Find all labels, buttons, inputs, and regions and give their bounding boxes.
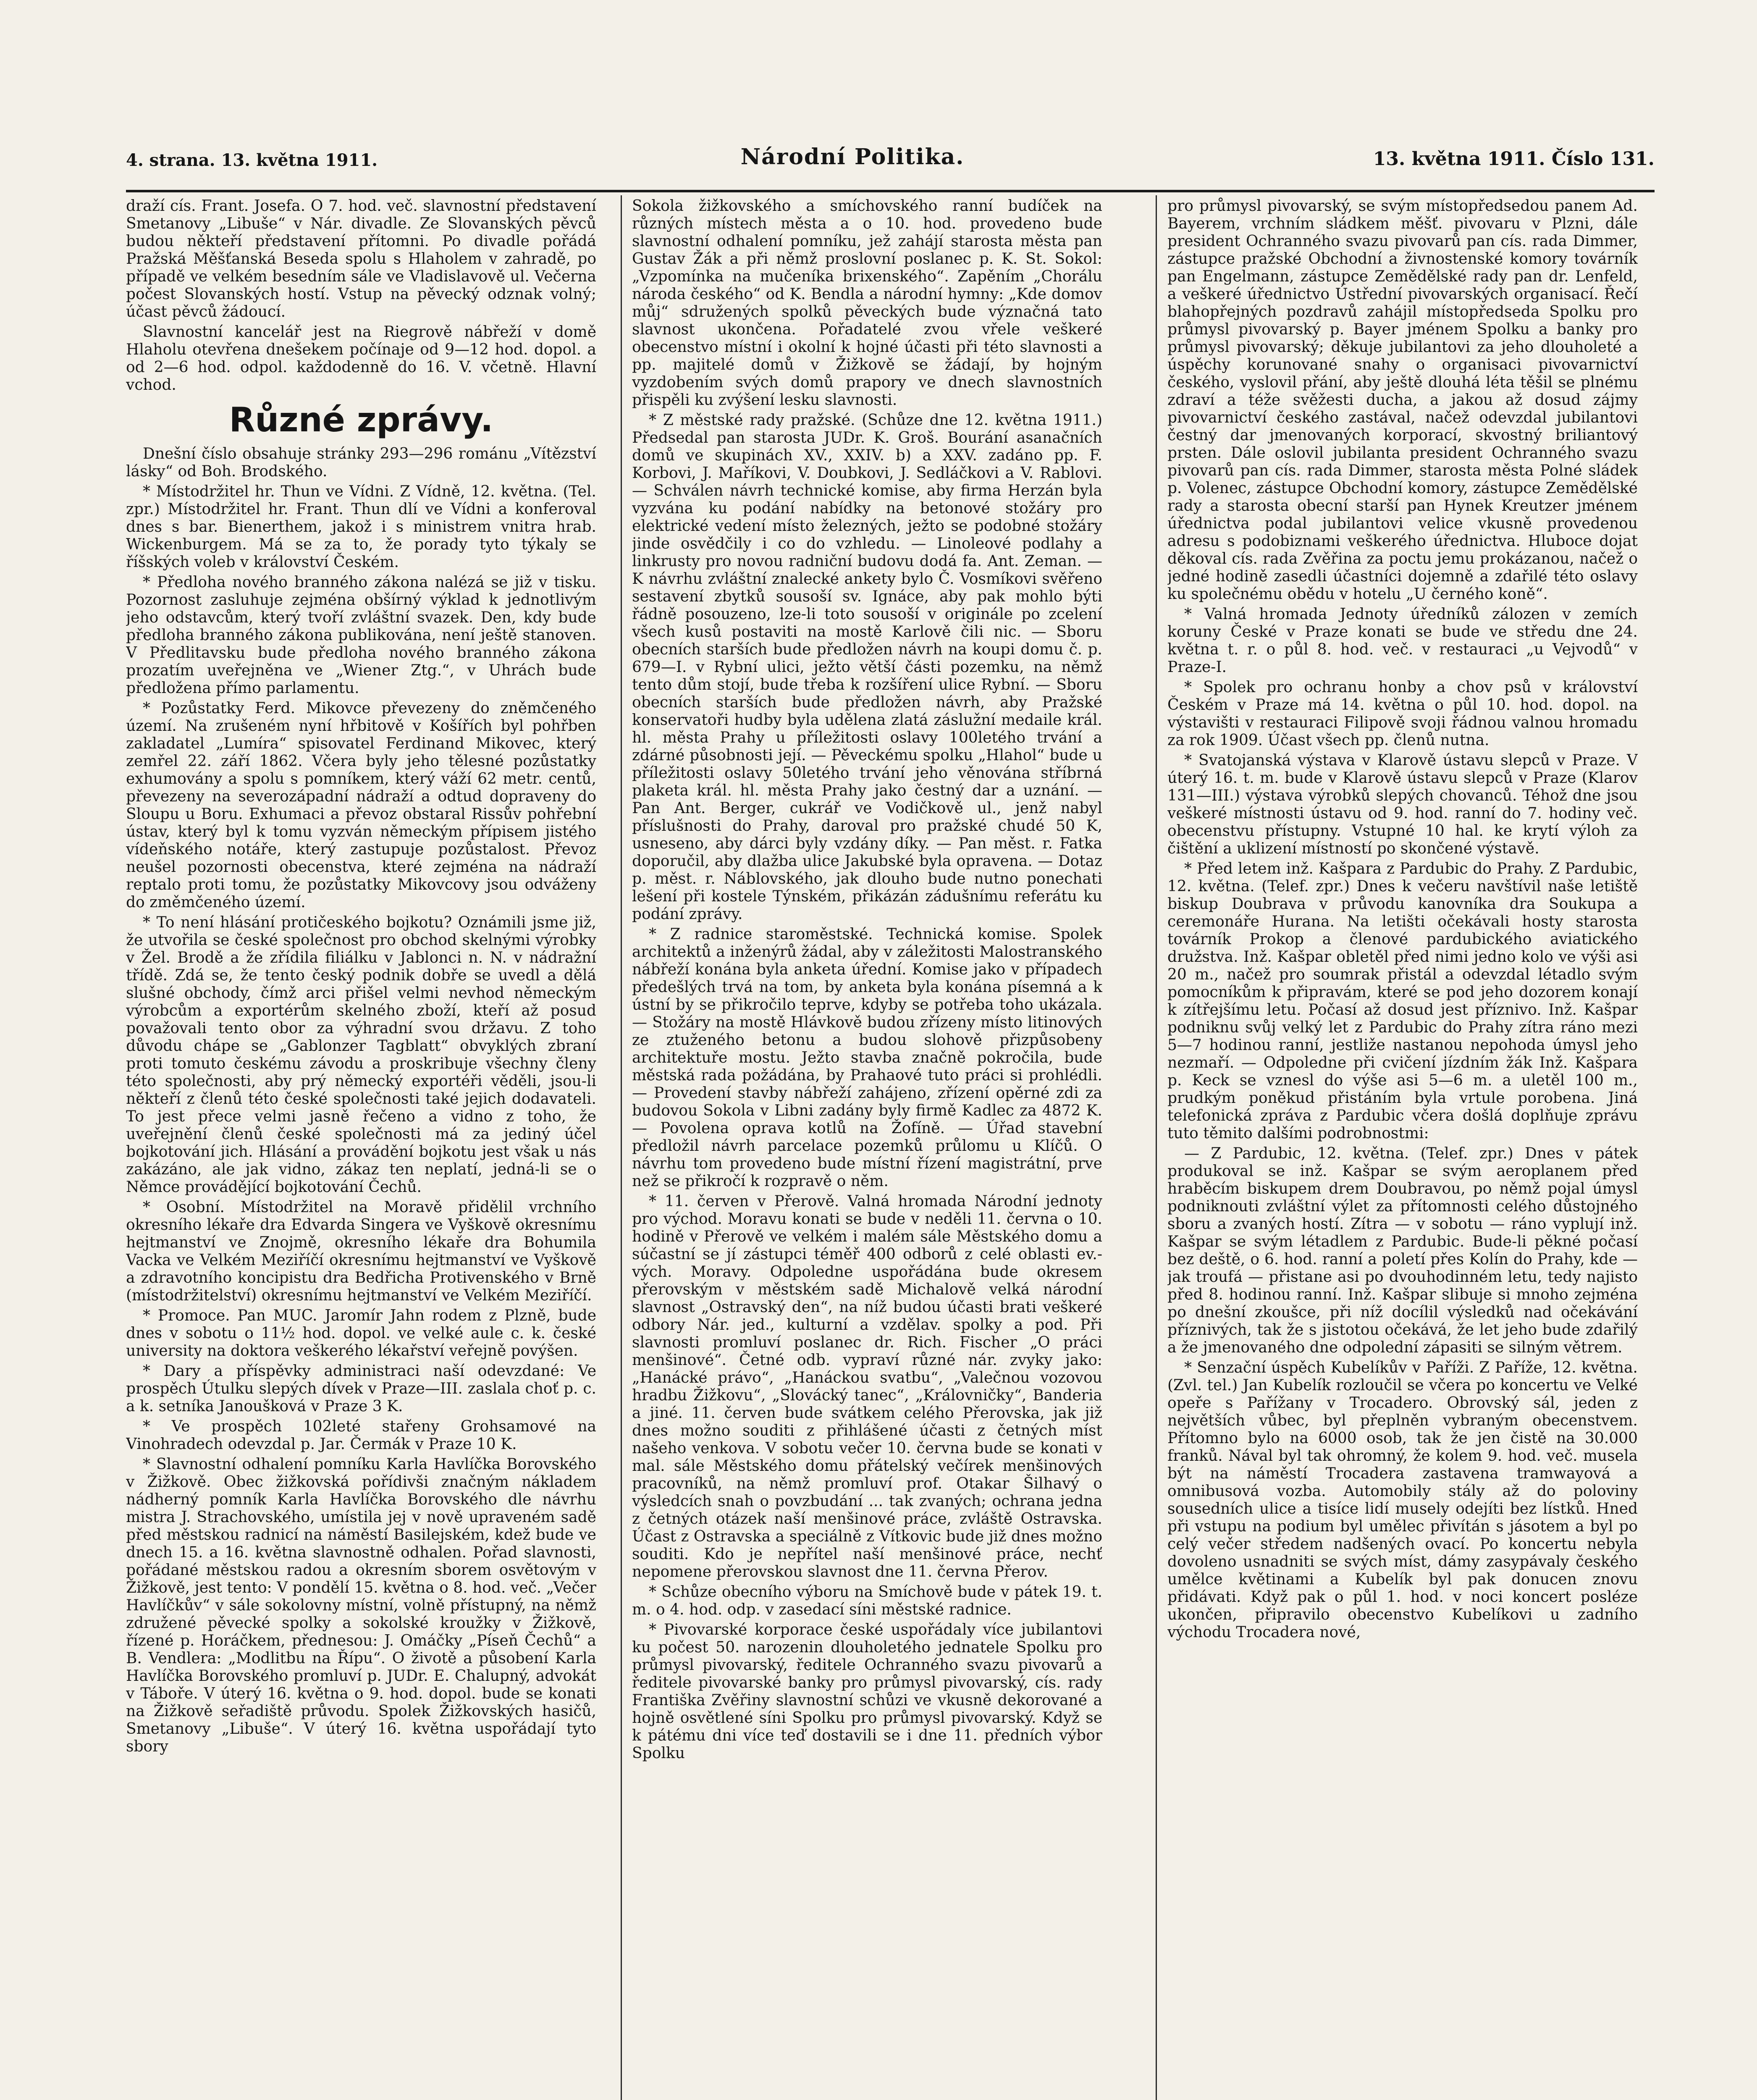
article-paragraph: * Schůze obecního výboru na Smíchově bude v pátek 19. t. m. o 4. hod. odp. v zasedací síni městské radnice.	[632, 1583, 1102, 1618]
article-paragraph: * Místodržitel hr. Thun ve Vídni. Z Vídně, 12. května. (Tel. zpr.) Místodržitel hr. Frant. Thun dlí ve Vídni a konferoval dnes s bar. Bienerthem, jakož i s ministrem vnitra hrab. Wickenburgem. Má se za to, že porady tyto týkaly se říšských voleb v království Českém.	[126, 483, 596, 571]
article-paragraph: draží cís. Frant. Josefa. O 7. hod. več. slavnostní představení Smetanovy „Libuše“ v Nár. divadle. Ze Slovanských pěvců budou někteří představení přítomni. Po divadle pořádá Pražská Měšťanská Beseda spolu s Hlaholem v zahradě, po případě ve velkém besedním sále ve Vladislavově ul. Večerna počest Slovanských hostí. Vstup na pěvecký odznak volný; účast pěvců žádoucí.	[126, 197, 596, 320]
article-paragraph: * Svatojanská výstava v Klarově ústavu slepců v Praze. V úterý 16. t. m. bude v Klarově ústavu slepců v Praze (Klarov 131—III.) výstava výrobků slepých chovanců. Téhož dne jsou veškeré místnosti ústavu od 9. hod. ranní do 7. hodiny več. obecenstvu přístupny. Vstupné 10 hal. ke krytí výloh za čištění a uklizení místností po skončené výstavě.	[1167, 752, 1638, 857]
article-paragraph: * Pivovarské korporace české uspořádaly více jubilantovi ku počest 50. narozenin dlouholetého jednatele Spolku pro průmysl pivovarský, ředitele Ochranného svazu pivovarů a ředitele pivovarské banky pro průmysl pivovarský, cís. rady Františka Zvěřiny slavnostní schůzi ve vkusně dekorované a hojně osvětlené síni Spolku pro průmysl pivovarský. Když se k pátému dni více teď dostavili se i dne 11. předních výbor Spolku	[632, 1621, 1102, 1762]
article-paragraph: Sokola žižkovského a smíchovského ranní budíček na různých místech města a o 10. hod. provedeno bude slavnostní odhalení pomníku, jež zahájí starosta města pan Gustav Žák a při němž proslovní poslanec p. K. St. Sokol: „Vzpomínka na mučeníka brixenského“. Zapěním „Chorálu národa českého“ od K. Bendla a národní hymny: „Kde domov můj“ sdružených spolků pěveckých bude význačná tato slavnost ukončena. Pořadatelé zvou vřele veškeré obecenstvo místní i okolní k hojné účasti při této slavnosti a pp. majitelé domů v Žižkově se žádají, by hojným vyzdobením svých domů prapory ve dnech slavnostních přispěli ku zvýšení lesku slavnosti.	[632, 197, 1102, 409]
article-paragraph: * Spolek pro ochranu honby a chov psů v království Českém v Praze má 14. května o půl 10. hod. dopol. na výstavišti v restauraci Filipově svoji řádnou valnou hromadu za rok 1909. Účast všech pp. členů nutna.	[1167, 679, 1638, 749]
article-paragraph: * Senzační úspěch Kubelíkův v Paříži. Z Paříže, 12. května. (Zvl. tel.) Jan Kubelík rozloučil se včera po koncertu ve Velké opeře s Pařížany v Trocadero. Obrovský sál, jeden z největších vůbec, byl přeplněn vybraným obecenstvem. Přítomno bylo na 6000 osob, tak že jen čistě na 30.000 franků. Nával byl tak ohromný, že kolem 9. hod. več. musela být na náměstí Trocadera zastavena tramwayová a omnibusová vozba. Automobily stály až do poloviny sousedních ulice a tisíce lidí musely odejíti bez lístků. Hned při vstupu na podium byl umělec přivítán s jásotem a byl po celý večer středem nadšených ovací. Po koncertu nebyla dovoleno usnadniti se svých míst, dámy zasypávaly českého umělce květinami a Kubelík byl pak donucen znovu přidávati. Když pak o půl 1. hod. v noci koncert posléze ukončen, připravilo obecenstvo Kubelíkovi u zadního východu Trocadera nové,	[1167, 1359, 1638, 1641]
masthead-title: Národní Politika.	[740, 144, 965, 170]
article-paragraph: * To není hlásání protičeského bojkotu? Oznámili jsme již, že utvořila se české společnost pro obchod skelnými výrobky v Žel. Brodě a že zřídila filiálku v Jablonci n. N. v nádražní třídě. Zdá se, že tento český podnik dobře se uvedl a dělá slušné obchody, čímž arci přišel velmi nevhod německým výrobcům a exportérům skelného zboží, kteří až posud považovali tento obor za výhradní svou državu. Z toho důvodu chápe se „Gablonzer Tagblatt“ obvyklých zbraní proti tomuto českému závodu a proskribuje všechny členy této společnosti, aby prý německý exportéři věděli, jsou-li někteří z členů této české společnosti také jejich dodavateli. To jest přece velmi jasně řečeno a vidno z toho, že uveřejnění členů české společnosti má za jediný účel bojkotování jich. Hlásání a provádění bojkotu jest však u nás zakázáno, ale jak vidno, zákaz ten neplatí, jedná-li se o Němce provádějící bojkotování Čechů.	[126, 914, 596, 1196]
article-paragraph: * Promoce. Pan MUC. Jaromír Jahn rodem z Plzně, bude dnes v sobotu o 11½ hod. dopol. ve velké aule c. k. české university na doktora veškerého lékařství veřejně povýšen.	[126, 1307, 596, 1360]
column-3	[1167, 197, 1638, 2100]
article-paragraph: Slavnostní kancelář jest na Riegrově nábřeží v domě Hlaholu otevřena dnešekem počínaje od 9—12 hod. dopol. a od 2—6 hod. odpol. každodenně do 16. V. včetně. Hlavní vchod.	[126, 323, 596, 394]
column-2	[632, 197, 1102, 2100]
article-paragraph: * Z radnice staroměstské. Technická komise. Spolek architektů a inženýrů žádal, aby v záležitosti Malostranského nábřeží konána byla anketa úřední. Komise jako v případech předešlých trvá na tom, by anketa byla konána písemná a k ústní by se přikročilo teprve, kdyby se potřeba toho ukázala. — Stožáry na mostě Hlávkově budou zřízeny místo litinových ze ztuženého betonu a budou slohově přizpůsobeny architektuře mostu. Ježto stavba značně pokročila, bude městská rada požádána, by Prahaové tuto práci si prohlédli. — Provedení stavby nábřeží zahájeno, zřízení opěrné zdi za budovou Sokola v Libni zadány byly firmě Kadlec za 4872 K. — Povolena oprava kotlů na Žofíně. — Úřad stavební předložil návrh parcelace pozemků průlomu u Klíčů. O návrhu tom provedeno bude místní řízení magistrátní, prve než se přikročí k rozpravě o něm.	[632, 926, 1102, 1190]
article-paragraph: * Před letem inž. Kašpara z Pardubic do Prahy. Z Pardubic, 12. května. (Telef. zpr.) Dnes k večeru navštívil naše letiště biskup Doubrava v průvodu kanovníka dra Soukupa a ceremonáře Hurana. Na letišti očekávali hosty starosta továrník Prokop a členové pardubického aviatického družstva. Inž. Kašpar obletěl před nimi jedno kolo ve výši asi 20 m., načež pro soumrak přistál a odevzdal létadlo svým pomocníkům k připravám, které se pod jeho dozorem konají k zítřejšímu letu. Počasí až dosud jest příznivo. Inž. Kašpar podniknu svůj velký let z Pardubic do Prahy zítra ráno mezi 5—7 hodinou ranní, jestliže nastanou nepohoda úmysl jeho nezmaří. — Odpoledne při cvičení jízdním žák Inž. Kašpara p. Keck se vznesl do výše asi 5—6 m. a uletěl 100 m., prudkým poněkud přistáním byla vrtule porobena. Jiná telefonická zpráva z Pardubic včera došlá doplňuje zprávu tuto těmito dalšími podrobnostmi:	[1167, 860, 1638, 1142]
article-paragraph: * Dary a příspěvky administraci naší odevzdané: Ve prospěch Útulku slepých dívek v Praze—III. zaslala choť p. c. a k. setníka Janoušková v Praze 3 K.	[126, 1362, 596, 1415]
column-divider	[1156, 195, 1157, 2100]
article-paragraph: * Slavnostní odhalení pomníku Karla Havlíčka Borovského v Žižkově. Obec žižkovská pořídivši značným nákladem nádherný pomník Karla Havlíčka Borovského dle návrhu mistra J. Strachovského, umístila jej v nově upraveném sadě před městskou radnicí na náměstí Basilejském, kdež bude ve dnech 15. a 16. května slavnostně odhalen. Pořad slavnosti, pořádané městskou radou a okresním sborem osvětovým v Žižkově, jest tento: V pondělí 15. května o 8. hod. več. „Večer Havlíčkův“ v sále sokolovny místní, volně přístupný, na němž združené pěvecké spolky a sokolské kroužky v Žižkově, řízené p. Horáčkem, přednesou: J. Omáčky „Píseň Čechů“ a B. Vendlera: „Modlitbu na Řípu“. O životě a působení Karla Havlíčka Borovského promluví p. JUDr. E. Chalupný, advokát v Táboře. V úterý 16. května o 9. hod. dopol. bude se konati na Žižkově seřadiště průvodu. Spolek Žižkovských hasičů, Smetanovy „Libuše“. V úterý 16. května uspořádají tyto sbory	[126, 1456, 596, 1755]
article-paragraph: * Osobní. Místodržitel na Moravě přidělil vrchního okresního lékaře dra Edvarda Singera ve Vyškově okresnímu hejtmanství ve Znojmě, okresního lékaře dra Bohumila Vacka ve Velkém Meziříčí okresnímu hejtmanství ve Vyškově a zdravotního koncipistu dra Bedřicha Protivenského v Brně (místodržitelství) okresnímu hejtmanství ve Velkém Meziříčí.	[126, 1199, 596, 1304]
article-paragraph: * Z městské rady pražské. (Schůze dne 12. května 1911.) Předsedal pan starosta JUDr. K. Groš. Bourání asanačních domů ve skupinách XV., XXIV. b) a XXV. zadáno pp. F. Korbovi, J. Maříkovi, V. Doubkovi, J. Sedláčkovi a V. Rablovi. — Schválen návrh technické komise, aby firma Herzán byla vyzvána ku podání nabídky na betonové stožáry pro elektrické vedení místo železných, ježto se podobné stožáry jinde osvědčily i co do vzhledu. — Linoleové podlahy a linkrusty pro novou radniční budovu dodá fa. Ant. Zeman. — K návrhu zvláštní znalecké ankety bylo Č. Vosmíkovi svěřeno sestavení zbytků sousoší sv. Ignáce, aby pak mohlo býti řádně posouzeno, lze-li toto sousoší v originále po zcelení všech kusů postaviti na mostě Karlově čili nic. — Sboru obecních starších bude předložen návrh na koupi domu č. p. 679—I. v Rybní ulici, ježto větší části pozemku, na němž tento dům stojí, bude třeba k rozšíření ulice Rybní. — Sboru obecních starších bude předložen návrh, aby Pražské konservatoři hudby byla udělena zlatá záslužní medaile král. hl. města Prahy u příležitosti oslavy 100letého trvání a zdárné působnosti její. — Pěveckému spolku „Hlahol“ bude u příležitosti oslavy 50letého trvání jeho věnována stříbrná plaketa král. hl. města Prahy jako čestný dar a uznání. — Pan Ant. Berger, cukrář ve Vodičkově ul., jenž nabyl příslušnosti do Prahy, daroval pro pražské chudé 50 K, usneseno, aby dárci byly vzdány díky. — Pan měst. r. Fatka doporučil, aby dlažba ulice Jakubské byla opravena. — Dotaz p. měst. r. Náblovského, jak dlouho bude nutno ponechati lešení při kostele Týnském, přikázán zádušnímu referátu ku podání zprávy.	[632, 412, 1102, 923]
page-number-date: 4. strana. 13. května 1911.	[126, 150, 378, 170]
section-heading: Různé zprávy.	[229, 400, 493, 439]
page-header	[126, 129, 1655, 188]
issue-date-number: 13. května 1911. Číslo 131.	[1373, 148, 1655, 170]
header-rule	[126, 190, 1655, 192]
article-paragraph: — Z Pardubic, 12. května. (Telef. zpr.) Dnes v pátek produkoval se inž. Kašpar se svým aeroplanem před hraběcím biskupem drem Doubravou, po němž pojal úmysl podniknouti zvláštní výlet za přítomnosti celého důstojného sboru a zvaných hostí. Zítra — v sobotu — ráno vyplují inž. Kašpar se svým létadlem z Pardubic. Bude-li pěkné počasí bez deště, o 6. hod. ranní a poletí přes Kolín do Prahy, kde — jak troufá — přistane asi po dvouhodinném letu, tedy najisto před 8. hodinou ranní. Inž. Kašpar slibuje si mnoho zejména po dnešní zkoušce, při níž docílil výsledků nad očekávání příznivých, tak že s jistotou očekává, že let jeho bude zdařilý a že jmenovaného dne odpolední zápasiti se silným větrem.	[1167, 1145, 1638, 1356]
article-paragraph: Dnešní číslo obsahuje stránky 293—296 románu „Vítězství lásky“ od Boh. Brodského.	[126, 445, 596, 480]
article-paragraph: * Předloha nového branného zákona nalézá se již v tisku. Pozornost zasluhuje zejména obšírný výklad k jednotlivým jeho odstavcům, který tvoří zvláštní svazek. Den, kdy bude předloha branného zákona publikována, není ještě stanoven. V Předlitavsku bude předloha nového branného zákona prozatím uveřejněna ve „Wiener Ztg.“, v Uhrách bude předložena přímo parlamentu.	[126, 574, 596, 697]
column-1	[126, 197, 596, 2100]
column-divider	[621, 195, 622, 2100]
article-paragraph: * Pozůstatky Ferd. Mikovce převezeny do zněmčeného území. Na zrušeném nyní hřbitově v Košířích byl pohřben zakladatel „Lumíra“ spisovatel Ferdinand Mikovec, který zemřel 22. září 1862. Včera byly jeho tělesné pozůstatky exhumovány a spolu s pomníkem, který váží 62 metr. centů, převezeny na severozápadní nádraží a odtud dopraveny do Sloupu u Boru. Exhumaci a převoz obstaral Rissův pohřební ústav, který byl k tomu vyzván německým přípisem jistého vídeňského notáře, který zastupuje pozůstalost. Převoz neušel pozornosti obecenstva, které zejména na nádraží reptalo proti tomu, že pozůstatky Mikovcovy jsou odváženy do změmčeného území.	[126, 700, 596, 911]
article-paragraph: * Ve prospěch 102leté stařeny Grohsamové na Vinohradech odevzdal p. Jar. Čermák v Praze 10 K.	[126, 1418, 596, 1453]
article-paragraph: pro průmysl pivovarský, se svým místopředsedou panem Ad. Bayerem, vrchním sládkem měšť. pivovaru v Plzni, dále president Ochranného svazu pivovarů pan cís. rada Dimmer, zástupce pražské Obchodní a živnostenské komory továrník pan Engelmann, zástupce Zemědělské rady pan dr. Lenfeld, a veškeré úřednictvo Ústřední pivovarských organisací. Řečí blahopřejných pozdravů zahájil místopředseda Spolku pro průmysl pivovarský p. Bayer jménem Spolku a banky pro průmysl pivovarský; děkuje jubilantovi za jeho dlouholeté a úspěchy korunované snahy o organisaci pivovarnictví českého, vyslovil přání, aby ještě dlouhá léta těšil se plnému zdraví a téže svěžesti ducha, a jakou až dosud zájmy pivovarnictví českého zastával, načež odevzdal jubilantovi čestný dar jmenovaných korporací, skvostný briliantový prsten. Dále oslovil jubilanta president Ochranného svazu pivovarů pan cís. rada Dimmer, starosta města Polné sládek p. Volenec, zástupce Obchodní komory, zástupce Zemědělské rady a starosta obecní starší pan Hynek Kreutzer jménem úřednictva podal jubilantovi velice vkusně provedenou adresu s podobiznami veškerého úřednictva. Hluboce dojat děkoval cís. rada Zvěřina za poctu jemu prokázanou, načež o jedné hodině zasedli účastníci dojemně a zdařilé této oslavy ku společnému obědu v hotelu „U černého koně“.	[1167, 197, 1638, 603]
article-paragraph: * 11. červen v Přerově. Valná hromada Národní jednoty pro východ. Moravu konati se bude v neděli 11. června o 10. hodině v Přerově ve velkém i malém sále Městského domu a súčastní se jí zástupci téměř 400 odborů z celé oblasti ev.-vých. Moravy. Odpoledne uspořádána bude okresem přerovským v městském sadě Michalově velká národní slavnost „Ostravský den“, na níž budou účasti brati veškeré odbory Nár. jed., kulturní a vzdělav. spolky a pod. Při slavnosti promluví poslanec dr. Rich. Fischer „O práci menšinové“. Četné odb. vypraví různé nár. zvyky jako: „Hanácké právo“, „Hanáckou svatbu“, „Valečnou vozovou hradbu Žižkovu“, „Slovácký tanec“, „Královničky“, Banderia a jiné. 11. červen bude svátkem celého Přerovska, jak již dnes možno souditi z přihlášené účasti z četných míst našeho venkova. V sobotu večer 10. června bude se konati v mal. sále Městského domu přátelský večírek menšinových pracovníků, na němž promluví prof. Otakar Šilhavý o výsledcích snah o povzbudání ... tak zvaných; ochrana jedna z četných otázek naší menšinové práce, zvláště Ostravska. Účast z Ostravska a speciálně z Vítkovic bude již dnes možno souditi. Kdo je nepřítel naší menšinové práce, nechť nepomene přerovskou slavnost dne 11. června Přerov.	[632, 1193, 1102, 1580]
article-paragraph: * Valná hromada Jednoty úředníků zálozen v zemích koruny České v Praze konati se bude ve středu dne 24. května t. r. o půl 8. hod. več. v restauraci „u Vejvodů“ v Praze-I.	[1167, 606, 1638, 676]
